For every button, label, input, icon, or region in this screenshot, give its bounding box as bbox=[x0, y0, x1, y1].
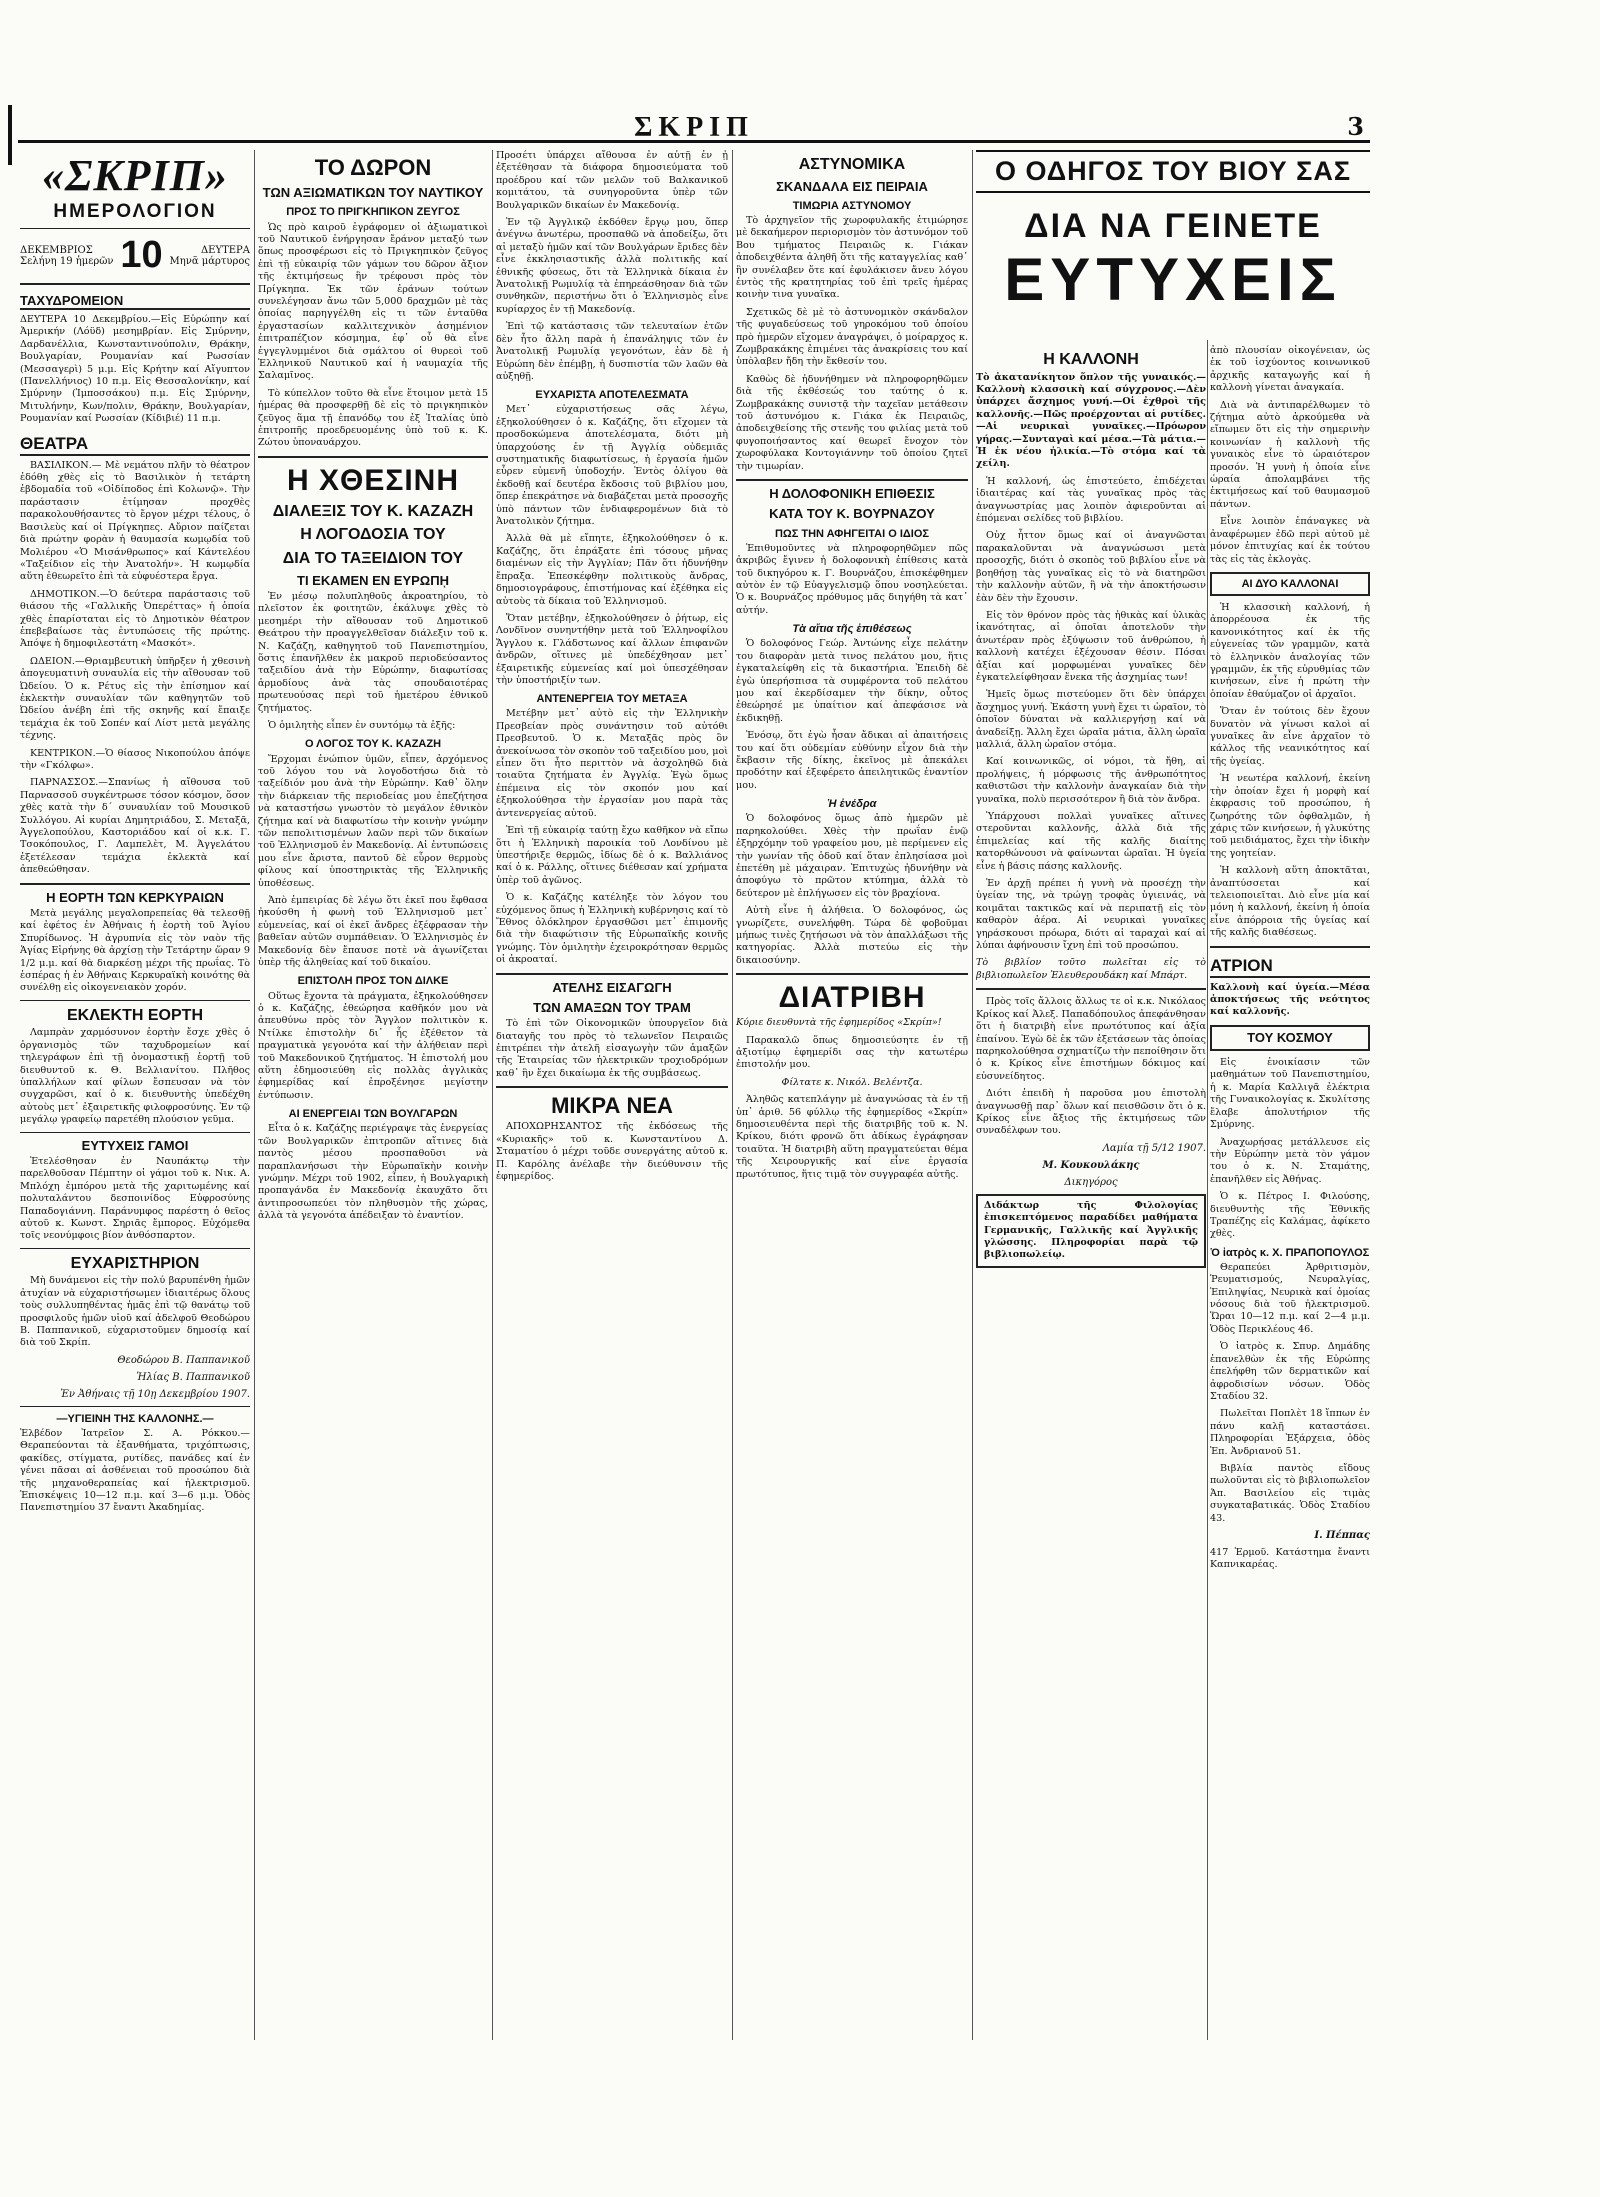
diatribi-sig-title: Δικηγόρος bbox=[1064, 1176, 1118, 1188]
dolofoniki-text-2: Ὁ δολοφόνος Γεώρ. Ἀντώνης εἶχε πελάτην του διαφορὰν μετὰ τινος πελάτου μου, ἥτις ἐγκαταλείφθη εἰς τὰ δικαστήρια. Ἐπειδὴ δὲ ἐγὼ ὑπερήσπισα τὰ συμφέροντα τοῦ πελάτου μου καί ἐκερδίσαμεν τὴν δίκην, οὗτος ἐθεώρησέ με ὑπαίτιον καί ἀπεφάσισε νὰ ἐκδικηθῇ. bbox=[736, 638, 968, 724]
headline-doron-sub2: ΠΡΟΣ ΤΟ ΠΡΙΓΚΗΠΙΚΟΝ ΖΕΥΓΟΣ bbox=[286, 206, 460, 219]
col6-text-6: Ἡ νεωτέρα καλλονή, ἐκείνη τὴν ὁποίαν ἔχει ἡ μορφὴ καί ἐκφρασις τοῦ προσώπου, ἡ ζωηρότης τῶν ὀφθαλμῶν, ἡ χάρις τῶν κινήσεων, ἡ γλυκύτης τοῦ μειδιάματος, ἔχει τὴν ἰδικὴν της γοητείαν. bbox=[1210, 773, 1370, 859]
calendar-moon: Σελήνη 19 ἡμερῶν bbox=[20, 255, 114, 267]
headline-xthesini: Η ΧΘΕΣΙΝΗ bbox=[286, 463, 460, 497]
subhead-epistoli: ΕΠΙΣΤΟΛΗ ΠΡΟΣ ΤΟΝ ΔΙΛΚΕ bbox=[297, 975, 449, 988]
subhead-aitia: Τὰ αἴτια τῆς ἐπιθέσεως bbox=[792, 623, 912, 636]
subhead-logos: Ο ΛΟΓΟΣ ΤΟΥ Κ. ΚΑΖΑΖΗ bbox=[304, 738, 442, 751]
box-kosmou bbox=[1210, 1025, 1370, 1051]
col6-text-1: ἀπὸ πλουσίαν οἰκογένειαν, ὡς ἐκ τοῦ ἰσχύοντος κοινωνικοῦ ἀρχικῆς καταγωγῆς καί ἡ καλλονὴ γίνεται ἀναγκαία. bbox=[1210, 345, 1370, 394]
kosmou-text-4: Θεραπεύει Ἀρθριτισμὸν, Ῥευματισμούς, Νευραλγίας, Ἐπιληψίας, Νευρικὰ καί ὁμοίας νόσους διὰ τοῦ ἠλεκτρισμοῦ. Ὥραι 10—12 π.μ. καί 2—4 μ.μ. Ὁδὸς Περικλέους 46. bbox=[1210, 1261, 1370, 1335]
col6-text-2: Διὰ νὰ ἀντιπαρέλθωμεν τὸ ζήτημα αὐτὸ ἀρκούμεθα νὰ εἴπωμεν ὅτι εἰς τὴν σημερινὴν κοινωνίαν ἡ καλλονὴ τῆς γυναικὸς εἶνε τὸ ὡραιότερον προσόν. Ἡ γυνὴ ἡ ὁποία εἶνε ὡραία ἀπολαμβάνει τῆς ἐκτιμήσεως καί τοῦ θαυμασμοῦ πάντων. bbox=[1210, 399, 1370, 510]
dolofoniki-text-1: Ἐπιθυμοῦντες νὰ πληροφορηθῶμεν πῶς ἀκριβῶς ἔγινεν ἡ δολοφονικὴ ἐπίθεσις κατὰ τοῦ δικηγόρου κ. Γ. Βουρνάζου, ἐπισκέφθημεν αὐτὸν ἐν τῷ Εὐαγγελισμῷ ὅπου νοσηλεύεται. Ὁ κ. Βουρνάζος πρόθυμος μᾶς διηγήθη τὰ κατ᾽ αὐτήν. bbox=[736, 542, 968, 616]
kazazis-text-1: Ἐν μέσῳ πολυπληθοῦς ἀκροατηρίου, τὸ πλεῖστον ἐκ φοιτητῶν, ἐκάλυψε χθὲς τὸ μεσημέρι τὴν αἴθουσαν τοῦ Δημοτικοῦ Θεάτρου τὴν προαγγελθεῖσαν διάλεξιν τοῦ κ. Ν. Καζάζη, καθηγητοῦ τοῦ Πανεπιστημίου, ὅστις ἐπανῆλθεν ἐκ μακροῦ περιοδεύσαντος ταξειδίου ἀνὰ τὴν Εὐρώπην, διαφωτίσας ἁρμοδίους ἀνὰ τὰς σπουδαιοτέρας πρωτευούσας περὶ τοῦ ἡμετέρου ἐθνικοῦ ζητήματος. bbox=[258, 590, 488, 714]
hygieine-text: Ἐλβέδον Ἰατρεῖον Σ. Α. Ρόκκου.—Θεραπεύονται τὰ ἐξανθήματα, τριχόπτωσις, φακίδες, στίγματα, ρυτίδες, πανάδες καί ἐν γένει πᾶσαι αἱ ἀσθένειαι τοῦ προσώπου διὰ τῆς μηχανοθεραπείας καί ἠλεκτρισμοῦ. Ἐπισκέψεις 10—12 π.μ. καί 3—6 μ.μ. Ὁδὸς Πανεπιστημίου 37 ἔναντι Ἀκαδημίας. bbox=[20, 1427, 250, 1514]
column-4 bbox=[736, 150, 968, 2040]
doron-text-2: Τὸ κύπελλον τοῦτο θὰ εἶνε ἕτοιμον μετὰ 15 ἡμέρας θὰ προσφερθῇ δὲ εἰς τὸ πριγκηπικὸν ζεῦγος ἅμα τῇ ἐπανόδῳ του ἐξ Ἰταλίας ὑπὸ ἐπιτροπῆς προεδρευομένης ὑπὸ τοῦ κ. Κ. Ζώτου ὑποναυάρχου. bbox=[258, 387, 488, 449]
kalloni-summary: Τὸ ἀκατανίκητον ὅπλον τῆς γυναικός.—Καλλονὴ κλασσικὴ καί σύγχρονος.—Δὲν ὑπάρχει ἄσχημος γυνή.—Οἱ ἐχθροὶ τῆς καλλονῆς.—Πῶς προέρχονται αἱ ρυτίδες.—Αἱ νευρικαὶ γυναῖκες.—Πρόωρον γήρας.—Συνταγαὶ καί μέσα.—Τὰ μάτια.—Ἡ ἐκ νέου ἡλικία.—Τὸ στόμα καί τὰ χείλη. bbox=[976, 371, 1206, 470]
headline-kalloni: Η ΚΑΛΛΟΝΗ bbox=[1043, 351, 1139, 368]
headline-logodosia: Η ΛΟΓΟΔΟΣΙΑ ΤΟΥ bbox=[300, 526, 446, 544]
calendar-day: 10 bbox=[120, 234, 163, 276]
doron-text-1: Ὡς πρὸ καιροῦ ἐγράφομεν οἱ ἀξιωματικοὶ τοῦ Ναυτικοῦ ἐνήργησαν ἔράνον μεταξύ των ὅπως προσφέρωσι εἰς τὸ Πριγκηπικὸν ζεῦγος ἐπὶ τῇ εὐκαιρίᾳ τῶν γάμων του δῶρον ἄξιον τῆς ἐκτιμήσεως ἣν τρέφουσι πρὸς τὸν Πρίγκηπα. Ἐκ τῶν ἐράνων τούτων συνελέγησαν ἄνω τῶν 5,000 δραχμῶν μὲ τὰς ὁποίας παρηγγέλθη εἰς τι τῶν ἐνταῦθα ἐργαστασίων καλλιτεχνικὸν ἀσημένιον ἐπιτραπέζιον κόσμημα, ἐφ᾽ οὗ θὰ εἶνε ἐγγεγλυμμένοι διὰ σμάλτου οἱ θυρεοὶ τοῦ Ἑλληνικοῦ Ναυτικοῦ καί ἡ ναυμαχία τῆς Σαλαμῖνος. bbox=[258, 221, 488, 382]
theatre-odeion: ΩΔΕΙΟΝ.—Θριαμβευτικὴ ὑπῆρξεν ἡ χθεσινὴ ἀπογευματινὴ συναυλία εἰς τὴν αἴθουσαν τοῦ Ὠδείου. Ὁ κ. Ρέτυς εἰς τὴν ἐπίσημον καί ἐκλεκτὴν συναυλίαν τῶν καθηγητῶν τοῦ Ὠδείου ἀνέβη ἐπὶ τῆς σκηνῆς καί ἔπαιξε τεμάχια ἐκ τοῦ Σοπέν καί Λίστ μετὰ μεγάλης τέχνης. bbox=[20, 655, 250, 742]
banner-line-2: ΔΙΑ ΝΑ ΓΕΙΝΕΤΕ bbox=[1024, 207, 1322, 245]
col3-text-6: Ὅταν μετέβην, ἐξηκολούθησεν ὁ ῥήτωρ, εἰς Λονδῖνον συνηντήθην μετὰ τοῦ Ἑλληνοφίλου Ἄγγλου κ. Γλάδστωνος καί ἄλλων ἐπιφανῶν ἀνδρῶν, οἵτινες μὲ ὑπεδέχθησαν μετ᾽ ἐξαιρετικῆς εὐμενείας καί μοὶ ὑπεσχέθησαν τὴν ὑποστήριξίν των. bbox=[496, 612, 728, 686]
dolofoniki-text-3: Ἐνόσῳ, ὅτι ἐγὼ ἦσαν ἄδικαι αἱ ἀπαιτήσεις του καί ὅτι οὐδεμίαν εὐθύνην εἶχον διὰ τὴν ἔκβασιν τῆς δίκης, ἐκεῖνος μὲ ἀπεκάλει προδότην καί ἐξεφέρετο ἀπειλητικῶς ἐναντίον μου. bbox=[736, 730, 968, 791]
headline-ateles: ΑΤΕΛΗΣ ΕΙΣΑΓΩΓΗ bbox=[552, 979, 672, 995]
headline-kerkyra: Η ΕΟΡΤΗ ΤΩΝ ΚΕΡΚΥΡΑΙΩΝ bbox=[46, 889, 224, 905]
astynomika-text-2: Σχετικῶς δὲ μὲ τὸ ἀστυνομικὸν σκάνδαλον τῆς φυγαδεύσεως τοῦ γηροκόμου τοῦ ὁποίου πρὸ ἡμερῶν εἴχομεν ἀναγράψει, ὁ μοίραρχος κ. Ζωμβρακάκης ἐπιμένει τὰς ἀνακρίσεις του καί ὑπὸλαβεν ἤδη τὴν ἔκθεσίν του. bbox=[736, 306, 968, 368]
col6-text-3: Εἶνε λοιπὸν ἐπάναγκες νὰ ἀναφέρωμεν ἐδῶ περὶ αὐτοῦ μὲ μόνον ἐπιτυχίας καί ἐκ τούτου τὰς εἰς τὰς ἐκλογὰς. bbox=[1210, 516, 1370, 565]
col3-text-9: Ὁ κ. Καζάζης κατέληξε τὸν λόγον του εὐχόμενος ὅπως ἡ Ἑλληνικὴ κυβέρνησις καί τὸ Ἔθνος ὁλόκληρον ἐργασθῶσι μετ᾽ ἐπιμονῆς διὰ τὴν διαφώτισιν τῆς Εὐρωπαϊκῆς κοινῆς γνώμης. Τὸν ὁμιλητὴν ἐχειροκρότησαν θερμῶς οἱ ἀκροαταί. bbox=[496, 892, 728, 966]
kalloni-text-7: Ὑπάρχουσι πολλαὶ γυναῖκες αἵτινες στεροῦνται καλλονῆς, ἀλλὰ διὰ τῆς ἐπιμελείας καί τῆς καλῆς διαίτης κατορθώνουσι νὰ φαίνωνται ὡραῖαι. Ἡ ὑγεία εἶνε ἡ βάσις πάσης καλλονῆς. bbox=[976, 811, 1206, 872]
diatribi-text-2: Ἀληθῶς κατεπλάγην μὲ ἀναγνώσας τὰ ἐν τῇ ὑπ᾽ ἀριθ. 56 φύλλῳ τῆς ἐφημερίδος «Σκρίπ» δημοσιευθέντα περὶ τῆς διατριβῆς τοῦ κ. Ν. Κρίκου, διότι φρονῶ ὅτι ἀδίκως ἐγράφησαν τοιαῦτα. Ἡ διατριβὴ αὕτη πραγματεύεται θέμα τῆς Χειρουργικῆς καί εἶνε ἐργασία πρωτότυπος, ἥτις τιμᾷ τὸν συγγραφέα αὐτῆς. bbox=[736, 1094, 968, 1180]
headline-timoria: ΤΙΜΩΡΙΑ ΑΣΤΥΝΟΜΟΥ bbox=[792, 199, 912, 212]
tutor-advert bbox=[976, 1194, 1206, 1268]
column-rule bbox=[492, 150, 493, 2040]
theatre-parnassos: ΠΑΡΝΑΣΣΟΣ.—Σπανίως ἡ αἴθουσα τοῦ Παρνασσοῦ συγκέντρωσε τόσον κόσμον, ὅσον χθὲς κατὰ τὴν δ΄ συναυλίαν τοῦ Μουσικοῦ Συλλόγου. Αἱ κυρίαι Δημητριάδου, Σ. Μεταξᾶ, Ἀγγελοπούλου, Καστοριάδου καί οἱ κ.κ. Γ. Τσοκόπουλος, Γ. Λαμπελὲτ, Μ. Ἀγγελάτου ἐξετέλεσαν τεμάχια ἐκλεκτὰ καί ἀπεθεώθησαν. bbox=[20, 777, 250, 876]
diatribi-intro: Κύριε διευθυντὰ τῆς ἐφημερίδος «Σκρίπ»! bbox=[736, 1017, 942, 1029]
headline-dialexis: ΔΙΑΛΕΞΙΣ ΤΟΥ Κ. ΚΑΖΑΖΗ bbox=[272, 502, 474, 520]
headline-eyxaristirion: ΕΥΧΑΡΙΣΤΗΡΙΟΝ bbox=[70, 1254, 200, 1272]
headline-dolofoniki: Η ΔΟΛΟΦΟΝΙΚΗ ΕΠΙΘΕΣΙΣ bbox=[769, 486, 935, 502]
col3-text-4: Μετ᾽ εὐχαριστήσεως σᾶς λέγω, ἐξηκολούθησεν ὁ κ. Καζάζης, ὅτι εἴχομεν τὰ προσδοκώμενα ἀποτελέσματα, διότι μὴ ὑπαρχούσης ἐν τῇ Ἀγγλίᾳ οὐδεμιᾶς συστηματικῆς διαφωτίσεως, ἡ ἐργασία ἡμῶν εὗρεν εὐμενῆ ὑποδοχήν. Ἐντὸς ὀλίγου θὰ ἐκδοθῇ καί δευτέρα ἔκδοσις τοῦ βιβλίου μου, ὅπερ ἐπεκράτησε νὰ διαβάζεται μετὰ προσοχῆς ὑπὸ πάντων τῶν ἐνδιαφερομένων διὰ τὸ Ἀνατολικὸν ζήτημα. bbox=[496, 404, 728, 528]
kerkyra-text: Μετὰ μεγάλης μεγαλοπρεπείας θὰ τελεσθῇ καί ἐφέτος ἐν Ἀθήναις ἡ ἑορτὴ τοῦ Ἁγίου Σπυρίδωνος. Ἡ ἀγρυπνία εἰς τὸν ναὸν τῆς Ἁγίας Εἰρήνης θὰ ἀρχίσῃ τὴν Τετάρτην ὥραν 9 1/2 μ.μ. καί θὰ διαρκέσῃ μέχρι τῆς πρωΐας. Τὸ ἑσπέρας ἡ ἐν Ἀθήναις Κερκυραϊκὴ κοινότης θὰ συνέλθῃ εἰς οἰκογενειακὸν χορόν. bbox=[20, 907, 250, 994]
margin-rule bbox=[8, 105, 12, 165]
headline-skandala: ΣΚΑΝΔΑΛΑ ΕΙΣ ΠΕΙΡΑΙΑ bbox=[776, 178, 928, 194]
calendar-dateline bbox=[20, 234, 250, 277]
column-rule bbox=[254, 150, 255, 2040]
calendar-month: ΔΕΚΕΜΒΡΙΟΣ bbox=[20, 244, 93, 256]
kosmou-text-2: Ἀναχωρήσας μετάλλευσε εἰς τὴν Εὐρώπην μετὰ τὸν γάμον του ὁ κ. Ν. Σταμάτης, ἐπανῆλθεν εἰς Ἀθήνας. bbox=[1210, 1136, 1370, 1185]
post-text: ΔΕΥΤΕΡΑ 10 Δεκεμβρίου.—Εἰς Εὐρώπην καί Ἀμερικήν (Λόϋδ) μεσημβρίαν. Εἰς Σμύρνην, Δαρδανέλλια, Κωνσταντινούπολιν, Θράκην, Βουλγαρίαν, Ρουμανίαν καί Ρωσσίαν (Μεσσαγερὶ) 5 μ.μ. Εἰς Κρήτην καί Αἴγυπτον (Πανελλήνιος) 10 π.μ. Εἰς Θεσσαλονίκην, καί Σμύρνην (Ἰμποσσάκου) π.μ. Εἰς Σμύρνην, Μιτυλήνην, Κων/πολιν, Θράκην, Βουλγαρίαν, Ρουμανίαν καί Ρωσσίαν (Κίδιβιέ) 11 π.μ. bbox=[20, 314, 250, 425]
col3-text-3: Ἐπὶ τῷ κατάστασις τῶν τελευταίων ἐτῶν δὲν ἦτο ἄλλη παρὰ ἡ ἐπανάληψις τῶν ἐν Ἀνατολικῇ Ρωμυλίᾳ γεγονότων, ἐὰν δὲ ἡ Εὐρώπη δὲν ἐπέμβῃ, ἡ δυσπιστία τῶν λαῶν θὰ αὐξηθῇ. bbox=[496, 321, 728, 382]
dolofoniki-text-4: Ὁ δολοφόνος ὅμως ἀπὸ ἡμερῶν μὲ παρηκολούθει. Χθὲς τὴν πρωΐαν ἐνῷ ἐξηρχόμην τοῦ γραφείου μου, μὲ περίμενεν εἰς τὴν γωνίαν τῆς ὁδοῦ καί ὅταν ἐπλησίασα μοὶ ἐπετέθη μὲ μάχαιραν. Ἐπιτυχὼς ἠδυνήθην νὰ ἀποφύγω τὸ πρῶτον κτύπημα, ἀλλὰ τὸ δεύτερον μὲ ἐπλήγωσεν εἰς τὸν βραχίονα. bbox=[736, 813, 968, 899]
calendar-title: ΗΜΕΡΟΛΟΓΙΟΝ bbox=[53, 201, 217, 222]
kazazis-text-3: Ἔρχομαι ἐνώπιον ὑμῶν, εἶπεν, ἀρχόμενος τοῦ λόγου του νὰ λογοδοτήσω διὰ τὸ ταξείδιόν μου ἀνὰ τὴν Εὐρώπην. Καθ᾽ ὅλην τὴν διάρκειαν τῆς περιοδείας μου ἐπεζήτησα νὰ καταστήσω γνωστὸν τὸ μεγάλον ἐθνικὸν ζήτημα καί νὰ διαφωτίσω τὴν κοινὴν γνώμην τῶν πεπολιτισμένων λαῶν περὶ τῶν δικαίων τοῦ Ἑλληνισμοῦ ἐν Μακεδονίᾳ. Αἱ ἐντυπώσεις μου εἶνε ἄριστα, παντοῦ δὲ εὗρον θερμοὺς φίλους καί ὑποστηρικτὰς τῆς Ἑλληνικῆς ὑποθέσεως. bbox=[258, 753, 488, 889]
kosmou-text-1: Εἰς ἐνοικίασιν τῶν μαθημάτων τοῦ Πανεπιστημίου, ἡ κ. Μαρία Καλλιγᾶ ἐλέκτρια τῆς Γυναικολογίας κ. Σκυλίτσης ἔλαβε ἀπολυτήριον τῆς Σμύρνης. bbox=[1210, 1057, 1370, 1131]
col3-text-7: Μετέβην μετ᾽ αὐτὸ εἰς τὴν Ἑλληνικὴν Πρεσβείαν πρὸς συνάντησιν τοῦ αὐτόθι Πρεσβευτοῦ. Ὁ κ. Μεταξᾶς πρὸς ὃν ἀνεκοίνωσα τὸν σκοπὸν τοῦ ταξειδίου μου, μοὶ εἶπεν ὅτι ἦτο περιττὸν νὰ ἀσχοληθῶ διὰ τοιαῦτα ζητήματα ἐν Ἀγγλίᾳ. Ἐγὼ ὅμως ἐπέμεινα εἰς τὸν σκοπόν μου καί ἐξηκολούθησα τὴν ἐργασίαν μου παρὰ τὰς ἀντενεργείας αὐτοῦ. bbox=[496, 708, 728, 819]
theatre-vasilikon: ΒΑΣΙΛΙΚΟΝ.— Μὲ νεμάτου πλῆν τὸ θέατρον ἐδόθη χθὲς εἰς τὸ Βασιλικὸν ἡ τετάρτη ἐβδομαδία τοῦ «Οἰδίποδος ἐπὶ Κολωνῷ». Τὴν παράστασιν ἐτίμησαν προχθὲς παρακολουθήσαντες τὸ ἔργον μέχρι τέλους, ὁ Βασιλεὺς καί οἱ Πρίγκηπες. Αὔριον παίζεται διὰ πρώτην φορὰν ἡ θαυμασία κωμῳδία τοῦ Μολιέρου «Ὁ Μισάνθρωπος» καί Κάντελέου «Ταξείδιον εἰς τὴν Ἀνατολήν». Ἡ κωμῳδία αὕτη ἐθεωρεῖτο ἐπὶ τὰ εὐφυέστερα ἔργα. bbox=[20, 459, 250, 583]
subhead-energeiai: ΑΙ ΕΝΕΡΓΕΙΑΙ ΤΩΝ ΒΟΥΛΓΑΡΩΝ bbox=[288, 1108, 458, 1121]
headline-eklekti: ΕΚΛΕΚΤΗ ΕΟΡΤΗ bbox=[66, 1006, 203, 1024]
headline-gamoi: ΕΥΤΥΧΕΙΣ ΓΑΜΟΙ bbox=[81, 1137, 189, 1153]
column-rule bbox=[1207, 340, 1208, 2040]
headline-ai-duo: ΑΙ ΔΥΟ ΚΑΛΛΟΝΑΙ bbox=[1241, 577, 1339, 590]
diatribi-salutation: Φίλτατε κ. Νικόλ. Βελέντζα. bbox=[781, 1076, 923, 1088]
section-post: ΤΑΧΥΔΡΟΜΕΙΟΝ bbox=[20, 293, 250, 310]
headline-mikra-nea: ΜΙΚΡΑ ΝΕΑ bbox=[551, 1093, 673, 1119]
theatre-kentrikon: ΚΕΝΤΡΙΚΟΝ.—Ὁ θίασος Νικοπούλου ἀπόψε τὴν «Γκόλφω». bbox=[20, 747, 250, 771]
subhead-antenergeia: ΑΝΤΕΝΕΡΓΕΙΑ ΤΟΥ ΜΕΤΑΞΑ bbox=[536, 693, 688, 706]
diatribi-cont-2: Διότι ἐπειδὴ ἡ παροῦσα μου ἐπιστολὴ ἀναγνωσθῇ παρ᾽ ὅλων καί πεισθῶσιν ὅτι ὁ κ. Κρίκος εἶνε ἄξιος τῆς ἐκτιμήσεως τῶν συναδέλφων του. bbox=[976, 1088, 1206, 1137]
subhead-eyxarista: ΕΥΧΑΡΙΣΤΑ ΑΠΟΤΕΛΕΣΜΑΤΑ bbox=[535, 389, 689, 402]
calendar-logo: «ΣΚΡΙΠ» bbox=[42, 151, 228, 200]
dolofoniki-text-5: Αὐτὴ εἶνε ἡ ἀλήθεια. Ὁ δολοφόνος, ὡς γνωρίζετε, συνελήφθη. Τώρα δὲ φοβοῦμαι μήπως τινὲς ζητήσωσι νὰ τὸν ἀπαλλάξωσι τῆς κατηγορίας. Ἀλλὰ πιστεύω εἰς τὴν δικαιοσύνην. bbox=[736, 905, 968, 966]
kalloni-text-8: Ἐν ἀρχῇ πρέπει ἡ γυνὴ νὰ προσέχῃ τὴν ὑγείαν της, νὰ τρώγῃ τροφὰς ὑγιεινάς, νὰ κοιμᾶται τακτικῶς καί νὰ περιπατῇ εἰς τὸν καθαρὸν ἀέρα. Αἱ νευρικαὶ γυναῖκες γηράσκουσι πρόωρα, διότι αἱ ταραχαὶ καί αἱ λύπαι ἀφήνουσιν ἴχνη ἐπὶ τοῦ προσώπου. bbox=[976, 878, 1206, 952]
headline-pos: ΠΩΣ ΤΗΝ ΑΦΗΓΕΙΤΑΙ Ο ΙΔΙΟΣ bbox=[774, 527, 930, 540]
headline-diatribi: ΔΙΑΤΡΙΒΗ bbox=[778, 981, 926, 1015]
headline-doron-sub: ΤΩΝ ΑΞΙΩΜΑΤΙΚΩΝ ΤΟΥ ΝΑΥΤΙΚΟΥ bbox=[262, 185, 484, 201]
kalloni-text-6: Καί κοινωνικῶς, οἱ νόμοι, τὰ ἤθη, αἱ προλήψεις, ἡ μόρφωσις τῆς ἀνθρωπότητος καθιστῶσι τὴν καλλονὴν ἀναγκαίαν διὰ τὴν γυναῖκα, πολὺ περισσότερον ἢ διὰ τὸν ἄνδρα. bbox=[976, 756, 1206, 805]
eyxaristirion-date: Ἐν Ἀθήναις τῇ 10ῃ Δεκεμβρίου 1907. bbox=[60, 1388, 250, 1400]
kalloni-text-2: Ἡ καλλονή, ὡς ἐπιστεύετο, ἐπιδέχεται ἰδιαιτέρας καί τὰς γυναῖκας πρὸς τὰς ἀναγνωστρίας μας λοιπὸν ἀφιεροῦνται αἱ ἐπόμεναι σελίδες τοῦ βιβλίου. bbox=[976, 475, 1206, 525]
col3-text-2: Ἐν τῷ Ἀγγλικῷ ἐκδόθεν ἔργῳ μου, ὅπερ ἀνέγνω ἀνωτέρω, προσπαθῶ νὰ ἀποδείξω, ὅτι αἱ μεταξὺ ἡμῶν καί τῶν Βουλγάρων ἔριδες δὲν εἶνε ἐκκλησιαστικῆς ἀλλὰ πολιτικῆς καί ἐθνικῆς φύσεως, ὅτι τὰ Ἑλληνικὰ δίκαια ἐν Ἀνατολικῇ Ρωμυλίᾳ τὰ ἐπηρεάσθησαν διὰ τῶν συνθηκῶν, περιστήνω ὅτι ὁ Ἑλληνισμὸς εἶνε κυρίαρχος ἐν τῇ Μακεδονίᾳ. bbox=[496, 217, 728, 315]
newspaper-name: ΣΚΡΙΠ bbox=[634, 112, 754, 143]
headline-kosmou: ΤΟΥ ΚΟΣΜΟΥ bbox=[1247, 1029, 1333, 1045]
theatre-dimotikon: ΔΗΜΟΤΙΚΟΝ.—Ὁ δεύτερα παράστασις τοῦ θιάσου τῆς «Γαλλικῆς Ὀπερέττας» ἡ ὁποία χθὲς ἐπαρίσταται εἰς τὸ Δημοτικὸν θέατρον ἐπεβεβαίωσε τὰς ἐντυπώσεις τῆς πρώτης. Ἀπόψε ἡ δημοφιλεστάτη «Μασκότ». bbox=[20, 588, 250, 650]
column-rule bbox=[732, 150, 733, 2040]
column-5 bbox=[976, 345, 1206, 2040]
headline-ti-ekamen: ΤΙ ΕΚΑΜΕΝ ΕΝ ΕΥΡΩΠῌ bbox=[297, 572, 449, 588]
col3-text-5: Ἀλλὰ θὰ μὲ εἴπητε, ἐξηκολούθησεν ὁ κ. Καζάζης, ὅτι ἐπράξατε ἐπὶ τόσους μῆνας διαμένων εἰς τὴν Ἀγγλίαν; Πᾶν ὅτι ἠδυνήθην ἔπραξα. Ἐπεσκέφθην πολιτικοὺς ἄνδρας, δημοσιογράφους, ἐπιστήμονας καί ἐξέθηκα εἰς αὐτοὺς τὰ δίκαια τοῦ Ἑλληνισμοῦ. bbox=[496, 533, 728, 607]
mikra-nea-text: ΑΠΟΧΩΡΗΣΑΝΤΟΣ τῆς ἐκδόσεως τῆς «Κυριακῆς» τοῦ κ. Κωνσταντίνου Δ. Σταματίου ὁ μέχρι τοῦδε συνεργάτης αὐτοῦ κ. Π. Καρόλης ἀνέλαβε τὴν διεύθυνσιν τῆς ἐφημερίδος. bbox=[496, 1121, 728, 1182]
column-1 bbox=[20, 150, 250, 2040]
kalloni-text-5: Ἡμεῖς ὅμως πιστεύομεν ὅτι δὲν ὑπάρχει ἄσχημος γυνή. Ἐκάστη γυνὴ ἔχει τι ὡραῖον, τὸ ὁποῖον δύναται νὰ καλλιεργήσῃ καί νὰ ἀναδείξῃ. Ἄλλη ἔχει ὡραῖα μάτια, ἄλλη ὡραῖα μαλλιά, ἄλλη ὡραῖον στόμα. bbox=[976, 689, 1206, 750]
kazazis-text-2: Ὁ ὁμιλητὴς εἶπεν ἐν συντόμῳ τὰ ἑξῆς: bbox=[268, 720, 456, 732]
eyxaristirion-sig-2: Ἡλίας Β. Παππανικοῦ bbox=[136, 1371, 250, 1383]
headline-taxeidion: ΔΙΑ ΤΟ ΤΑΞΕΙΔΙΟΝ ΤΟΥ bbox=[282, 550, 464, 568]
kalloni-pub-note: Τὸ βιβλίον τοῦτο πωλεῖται εἰς τὸ βιβλιοπωλεῖον Ἐλευθερουδάκη καί Μπάρτ. bbox=[976, 957, 1206, 981]
headline-astynomika: ΑΣΤΥΝΟΜΙΚΑ bbox=[798, 156, 906, 173]
banner-line-1: Ο ΟΔΗΓΟΣ ΤΟΥ ΒΙΟΥ ΣΑΣ bbox=[976, 150, 1370, 193]
astynomika-text-1: Τὸ ἀρχηγεῖον τῆς χωροφυλακῆς ἐτιμώρησε μὲ δεκαήμερον περιορισμὸν τὸν ἀστυνόμον τοῦ Βου τμήματος Πειραιῶς κ. Γιάκαν ἀποδειχθέντα ἀληθῆ ὅτι τῆς καταγγελίας καθ᾽ ἣν συνέλαβεν ὅτε καί ἐφυλάκισεν ἄνευ λόγου ἐντὸς τῆς κρατητηρίας τοῦ ἐπὶ τρεῖς ἡμέρας κοινὴν τινα γυναῖκα. bbox=[736, 214, 968, 301]
diatribi-text-1: Παρακαλῶ ὅπως δημοσιεύσητε ἐν τῇ ἀξιοτίμῳ ἐφημερίδι σας τὴν κατωτέρω ἐπιστολήν μου. bbox=[736, 1034, 968, 1071]
column-2 bbox=[258, 150, 488, 2040]
kazazis-text-5: Οὕτως ἔχοντα τὰ πράγματα, ἐξηκολούθησεν ὁ κ. Καζάζης, ἐθεώρησα καθῆκόν μου νὰ ἀπευθύνω πρὸς τὸν Ἄγγλον πολιτικὸν κ. Ντίλκε ἐπιστολὴν δι᾽ ἧς ἐξέθετον τὰ πραγματικὰ γεγονότα καί τὴν ἀλήθειαν περὶ τοῦ Μακεδονικοῦ ζητήματος. Ἡ ἐπιστολή μου αὕτη ἐδημοσιεύθη εἰς πολλὰς ἀγγλικὰς ἐφημερίδας καί ἐπροξένησε μεγίστην ἐντύπωσιν. bbox=[258, 990, 488, 1101]
advert-banner bbox=[976, 150, 1370, 313]
kosmou-text-7: Βιβλία παντὸς εἴδους πωλοῦνται εἰς τὸ βιβλιοπωλεῖον Ἀπ. Βασιλείου εἰς τιμὰς συγκαταβατικάς. Ὁδὸς Σταδίου 43. bbox=[1210, 1462, 1370, 1524]
column-6 bbox=[1210, 345, 1370, 2040]
diatribi-date: Λαμία τῇ 5/12 1907. bbox=[1102, 1142, 1206, 1154]
masthead bbox=[18, 112, 1370, 143]
column-rule bbox=[972, 150, 973, 2040]
headline-atrion: ΑΤΡΙΟΝ bbox=[1210, 956, 1370, 978]
pappas-name: Ι. Πέππας bbox=[1314, 1529, 1370, 1541]
astynomika-text-3: Καθὼς δὲ ἠδυνήθημεν νὰ πληροφορηθῶμεν διὰ τῆς ἐκθέσεώς του ταύτης ὁ κ. Ζωμβρακάκης συνιστᾷ τὴν ταχεῖαν μετάθεσιν τοῦ ἀστυνόμου κ. Γιάκα ἐκ Πειραιῶς, ἀποδειχθείσης τῆς στενῆς του φιλίας μετὰ τοῦ φυγοποιήσαντος καί θεωρεῖ ἔνοχον τὸν χωροφύλακα Κοντογιάννην τοῦ ὁποίου ζητεῖ τὴν τιμωρίαν. bbox=[736, 373, 968, 472]
pappas-address: 417 Ἑρμοῦ. Κατάστημα ἔναντι Καπνικαρέας. bbox=[1210, 1546, 1370, 1571]
diatribi-signature: Μ. Κουκουλάκης bbox=[1042, 1159, 1140, 1171]
kazazis-text-6: Εἶτα ὁ κ. Καζάζης περιέγραψε τὰς ἐνεργείας τῶν Βουλγαρικῶν ἐπιτροπῶν αἵτινες διὰ παντὸς μέσου προσπαθοῦσι νὰ παραπλανήσωσι τὴν Εὐρωπαϊκὴν κοινὴν γνώμην. Μέχρι τοῦ 1902, εἶπεν, ἡ Βουλγαρικὴ προπαγάνδα ἐν Μακεδονίᾳ ἐκαυχᾶτο ὅτι ἀντιπροσωπεύει τὸν πληθυσμὸν τῆς χώρας, ἀλλὰ τὰ γεγονότα ἀπέδειξαν τὸ ἐναντίον. bbox=[258, 1123, 488, 1222]
headline-doron: ΤΟ ΔΩΡΟΝ bbox=[314, 155, 432, 180]
diatribi-cont-1: Πρὸς τοῖς ἄλλοις ἄλλως τε οἱ κ.κ. Νικόλαος Κρίκος καί Ἀλεξ. Παπαδόπουλος ἀπεφάνθησαν ὅτι ἡ διατριβὴ εἶνε πρωτότυπος καί ἀξία ἐπαίνου. Ἐγὼ δὲ ἐκ τῶν ἐξετάσεων τὰς ὁποίας παρηκολούθησα σχηματίζω τὴν πεποίθησιν ὅτι ὁ κ. Κρίκος εἶνε ἐπιστήμων δόκιμος καί εὐσυνείδητος. bbox=[976, 996, 1206, 1082]
atrion-text: Καλλονὴ καί ὑγεία.—Μέσα ἀποκτήσεως τῆς νεότητος καί καλλονῆς. bbox=[1210, 981, 1370, 1018]
calendar-weekday: ΔΕΥΤΕΡΑ bbox=[200, 244, 250, 256]
headline-vournazou: ΚΑΤΑ ΤΟΥ Κ. ΒΟΥΡΝΑΖΟΥ bbox=[769, 506, 935, 522]
kalloni-text-4: Εἰς τὸν θρόνον πρὸς τὰς ἠθικὰς καί ὑλικὰς ἱκανότητας, αἱ ὁποῖαι ἀποτελοῦν τὴν ἀνωτέραν πρὸς ἐξύψωσιν τοῦ ἀνθρώπου, ἡ καλλονὴ κατέχει ἐξέχουσαν θέσιν. Πόσαι ἀξίαι καί μορφωμέναι γυναῖκες δὲν ἐγκατελείφθησαν ἕνεκα τῆς ἀσχημίας των! bbox=[976, 609, 1206, 683]
eyxaristirion-sig-1: Θεοδώρου Β. Παππανικοῦ bbox=[117, 1354, 250, 1366]
tutor-advert-text: Διδάκτωρ τῆς Φιλολογίας ἐπισκεπτόμενος παραδίδει μαθήματα Γερμανικῆς, Γαλλικῆς καί Ἀγγλικῆς γλώσσης. Πληροφορίαι παρὰ τῷ βιβλιοπωλείῳ. bbox=[984, 1199, 1198, 1261]
section-theatre: ΘΕΑΤΡΑ bbox=[20, 434, 250, 456]
calendar-saint: Μηνᾶ μάρτυρος bbox=[169, 255, 250, 267]
col6-text-5: Ὅταν ἐν τούτοις δὲν ἔχουν δυνατὸν νὰ γίνωσι καλοὶ αἱ γυναῖκες ἂν εἶνε ἀρχαῖον τὸ κάλλος τῆς νεανικότητος καί τῆς ὑγείας. bbox=[1210, 706, 1370, 767]
gamoi-text: Ἐτελέσθησαν ἐν Ναυπάκτῳ τὴν παρελθοῦσαν Πέμπτην οἱ γάμοι τοῦ κ. Νικ. Α. Μπλόχη ἐμπόρου μετὰ τῆς χαριτωμένης καί πολυταλάντου δεσποινίδος Εὐφροσύνης Παπαδογιάννη. Παράνυμφος παρέστη ὁ θεῖος αὐτοῦ κ. Κωνστ. Σηριᾶς ἔμπορος. Εὐχόμεθα τοῖς νεονύμφοις βίον ἀνθόσπαρτον. bbox=[20, 1155, 250, 1242]
col3-text-8: Ἐπὶ τῇ εὐκαιρίᾳ ταύτῃ ἔχω καθῆκον νὰ εἴπω ὅτι ἡ Ἑλληνικὴ παροικία τοῦ Λονδίνου μὲ ὑπεστήριξε θερμῶς, ἰδίως δὲ ὁ κ. Βαλλιάνος καί ὁ κ. Ράλλης, οἵτινες διέθεσαν καί χρήματα ὑπὲρ τοῦ ἀγῶνος. bbox=[496, 825, 728, 886]
kosmou-text-3: Ὁ κ. Πέτρος Ι. Φιλούσης, διευθυντὴς τῆς Ἐθνικῆς Τραπέζης εἰς Καλάμας, ἀφίκετο χθὲς. bbox=[1210, 1191, 1370, 1240]
headline-prapopoulos: Ὁ ἰατρὸς κ. Χ. ΠΡΑΠΟΠΟΥΛΟΣ bbox=[1210, 1246, 1370, 1259]
col3-text-1: Προσέτι ὑπάρχει αἴθουσα ἐν αὐτῇ ἐν ᾗ ἐξετέθησαν τὰ διάφορα δημοσιεύματα τοῦ προέδρου καί τῶν μελῶν τοῦ Βαλκανικοῦ κομιτάτου, τὰ συνηγοροῦντα ὑπὲρ τῶν Βουλγαρικῶν δικαίων ἐν Μακεδονίᾳ. bbox=[496, 150, 728, 211]
kosmou-text-6: Πωλεῖται Ποπλὲτ 18 ἵππων ἐν πάνυ καλῇ καταστάσει. Πληροφορίαι Ἐξάρχεια, ὁδὸς Ἐπ. Ἀνδριανοῦ 51. bbox=[1210, 1408, 1370, 1457]
col6-text-4: Ἡ κλασσικὴ καλλονή, ἡ ἀπορρέουσα ἐκ τῆς κανονικότητος καί ἐκ τῆς εὐγενείας τῶν γραμμῶν, κατὰ τὸ ἑλληνικὸν ἀναλογίας τῶν γραμμῶν, ἐκ τῆς εὐρυθμίας τῶν κινήσεων, εἶνε ἡ πρώτη τὴν ὁποίαν ἐθαύμαζον οἱ ἀρχαῖοι. bbox=[1210, 602, 1370, 700]
kazazis-text-4: Ἀπὸ ἐμπειρίας δὲ λέγω ὅτι ἐκεῖ που ἔφθασα ἠκούσθη ἡ φωνὴ τοῦ Ἑλληνισμοῦ μετ᾽ εὐμενείας, καί οἱ ἐκεῖ ἄνδρες ἐξέφρασαν τὴν βαθεῖαν αὐτῶν συμπάθειαν. Ὁ Ἑλληνισμὸς ἐν Μακεδονίᾳ δὲν ἔπαυσε ποτὲ νὰ ἀγωνίζεται ὑπὲρ τῆς ἀληθείας καί τοῦ δικαίου. bbox=[258, 895, 488, 969]
banner-line-3: ΕΥΤΥΧΕΙΣ bbox=[1004, 246, 1342, 313]
kosmou-text-5: Ὁ ἰατρὸς κ. Σπυρ. Δημάδης ἐπανελθὼν ἐκ τῆς Εὐρώπης ἐπελήφθη τῶν δερματικῶν καί ἀφροδισίων νόσων. Ὁδὸς Σταδίου 32. bbox=[1210, 1341, 1370, 1402]
eyxaristirion-text: Μὴ δυνάμενοι εἰς τὴν πολύ βαρυπένθη ἡμῶν ἀτυχίαν νὰ εὐχαριστήσωμεν ἰδιαιτέρως ὅλους τοὺς συλλυπηθέντας ἡμᾶς ἐπὶ τῷ θανάτῳ τοῦ προσφιλοῦς ἡμῶν υἱοῦ καί ἀδελφοῦ Θεοδώρου Β. Παππανικοῦ, εὐχαριστοῦμεν δημοσίᾳ καί διὰ τοῦ Σκρίπ. bbox=[20, 1275, 250, 1349]
headline-hygieine: —ΥΓΙΕΙΝΗ ΤΗΣ ΚΑΛΛΟΝΗΣ.— bbox=[56, 1412, 214, 1425]
headline-tram: ΤΩΝ ΑΜΑΞΩΝ ΤΟΥ ΤΡΑΜ bbox=[533, 999, 691, 1015]
kalloni-text-3: Οὐχ ἧττον ὅμως καί οἱ ἀναγνῶσται παρακαλοῦνται νὰ ἀναγνώσωσι μετὰ προσοχῆς, διότι ὁ σκοπὸς τοῦ βιβλίου εἶνε νὰ βοηθήσῃ τὰς γυναῖκας εἰς τὸ νὰ διατηρῶσι τὴν καλλονὴν αὐτῶν, ἢ νὰ τὴν ἀποκτήσωσιν ἐὰν δὲν τὴν ἔχουσιν. bbox=[976, 530, 1206, 604]
page-number: 3 bbox=[1347, 112, 1364, 141]
col6-text-7: Ἡ καλλονὴ αὕτη ἀποκτᾶται, ἀναπτύσσεται καί τελειοποιεῖται. Διὸ εἶνε μία καί μόνη ἡ καλλονή, ἐκείνη ἡ ὁποία εἶνε ἀπόρροια τῆς ὑγείας καί τῆς καλῆς διαθέσεως. bbox=[1210, 865, 1370, 939]
box-ai-duo bbox=[1210, 572, 1370, 596]
eklekti-text: Λαμπρὰν χαρμόσυνον ἑορτὴν ἔσχε χθὲς ὁ ὀργανισμὸς τῶν ταχυδρομείων καί τηλεγράφων ἐπὶ τῇ ὀνομαστικῇ ἑορτῇ τοῦ διευθυντοῦ κ. Θ. Βελλιανίτου. Πλῆθος ὑπαλλήλων καί φίλων ἔσπευσαν νὰ τὸν συγχαρῶσι, καί ὁ κ. διευθυντὴς ὑπεδέχθη αὐτοὺς μετ᾽ ἐξαιρετικῆς φιλοφροσύνης. Ἐν τῷ μεγάλῳ γραφείῳ παρετέθη πλούσιον γεῦμα. bbox=[20, 1027, 250, 1126]
tram-text: Τὸ ἐπὶ τῶν Οἰκονομικῶν ὑπουργεῖον διὰ διαταγῆς του πρὸς τὸ τελωνεῖον Πειραιῶς ἐπιτρέπει τὴν ἀτελῆ εἰσαγωγὴν τῶν ἁμαξῶν τῆς Ἑταιρείας τῶν ἠλεκτρικῶν τροχιοδρόμων καθ᾽ ἣν ἔχει δικαίωμα ἐκ τῆς συμβάσεως. bbox=[496, 1018, 728, 1079]
column-3 bbox=[496, 150, 728, 2040]
subhead-enedra: Ἡ ἐνέδρα bbox=[827, 798, 877, 811]
